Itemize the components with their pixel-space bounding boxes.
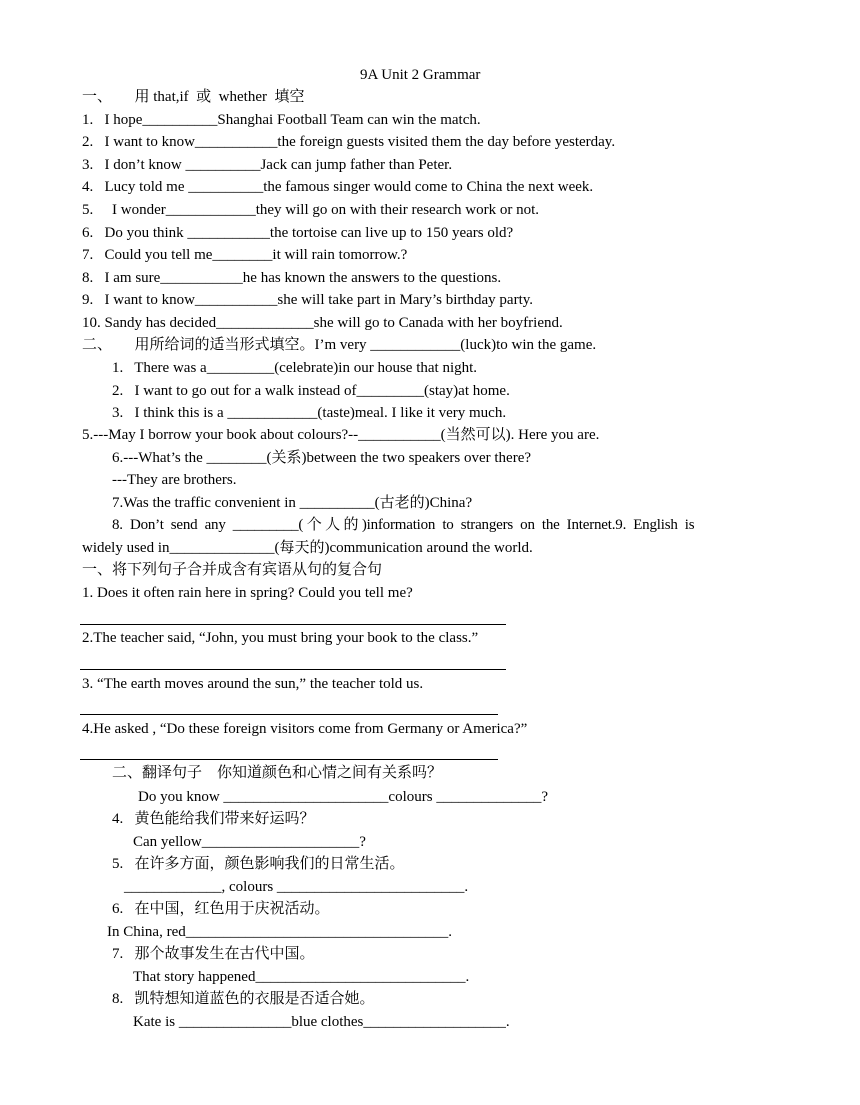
section-2-item: 1. There was a_________(celebrate)in our house that night.: [112, 360, 478, 376]
section-2-item: 8. Don’t send any _________( 个 人 的 )information to strangers on the Internet.9. English is: [112, 517, 695, 533]
section-3-item: 2.The teacher said, “John, you must bring your book to the class.”: [82, 630, 479, 646]
section-3-item: 3. “The earth moves around the sun,” the teacher told us.: [82, 676, 424, 692]
section-1-item: 4. Lucy told me __________the famous singer would come to China the next week.: [82, 179, 594, 195]
section-2-item: 6.---What’s the ________(关系)between the two speakers over there?: [112, 450, 532, 466]
translation-line: 6. 在中国，红色用于庆祝活动。: [112, 901, 330, 917]
section-4-heading: 二、翻译句子 你知道颜色和心情之间有关系吗？: [112, 765, 443, 781]
section-1-item: 10. Sandy has decided_____________she will go to Canada with her boyfriend.: [82, 315, 563, 331]
section-2-item: 2. I want to go out for a walk instead of_________(stay)at home.: [112, 383, 510, 399]
section-1-item: 3. I don’t know __________Jack can jump father than Peter.: [82, 157, 453, 173]
section-2-item: widely used in______________(每天的)communication around the world.: [82, 540, 533, 556]
section-2-item: 3. I think this is a ____________(taste)meal. I like it very much.: [112, 405, 507, 421]
translation-line: Kate is _______________blue clothes___________________.: [133, 1014, 510, 1030]
section-2-item: 5.---May I borrow your book about colours?--___________(当然可以). Here you are.: [82, 427, 600, 443]
translation-line: 8. 凯特想知道蓝色的衣服是否适合她。: [112, 991, 375, 1007]
section-1-item: 6. Do you think ___________the tortoise can live up to 150 years old?: [82, 225, 514, 241]
translation-line: 7. 那个故事发生在古代中国。: [112, 946, 315, 962]
page-title: 9A Unit 2 Grammar: [360, 67, 481, 83]
answer-line[interactable]: [80, 624, 506, 625]
section-1-item: 1. I hope__________Shanghai Football Team can win the match.: [82, 112, 481, 128]
section-1-item: 5. I wonder____________they will go on with their research work or not.: [82, 202, 539, 218]
section-2-heading: 二、 用所给词的适当形式填空。I’m very ____________(luck)to win the game.: [82, 337, 597, 353]
section-3-item: 4.He asked , “Do these foreign visitors come from Germany or America?”: [82, 721, 528, 737]
section-3-item: 1. Does it often rain here in spring? Could you tell me?: [82, 585, 413, 601]
section-2-item: 7.Was the traffic convenient in __________(古老的)China?: [112, 495, 473, 511]
translation-line: In China, red___________________________________.: [107, 924, 452, 940]
translation-line: That story happened____________________________.: [133, 969, 470, 985]
answer-line[interactable]: [80, 759, 498, 760]
answer-line[interactable]: [80, 669, 506, 670]
translation-line: _____________, colours _________________________.: [124, 879, 469, 895]
section-2-item: ---They are brothers.: [112, 472, 237, 488]
section-1-item: 2. I want to know___________the foreign guests visited them the day before yesterday.: [82, 134, 616, 150]
translation-line: 4. 黄色能给我们带来好运吗？: [112, 811, 315, 827]
section-1-item: 9. I want to know___________she will take part in Mary’s birthday party.: [82, 292, 534, 308]
translation-line: Do you know ______________________colours ______________?: [138, 789, 548, 805]
section-3-heading: 一、将下列句子合并成含有宾语从句的复合句: [82, 562, 383, 578]
section-1-heading: 一、 用 that,if 或 whether 填空: [82, 89, 305, 105]
translation-line: 5. 在许多方面，颜色影响我们的日常生活。: [112, 856, 405, 872]
answer-line[interactable]: [80, 714, 498, 715]
section-1-item: 7. Could you tell me________it will rain tomorrow.?: [82, 247, 408, 263]
translation-line: Can yellow_____________________?: [133, 834, 366, 850]
section-1-item: 8. I am sure___________he has known the answers to the questions.: [82, 270, 502, 286]
